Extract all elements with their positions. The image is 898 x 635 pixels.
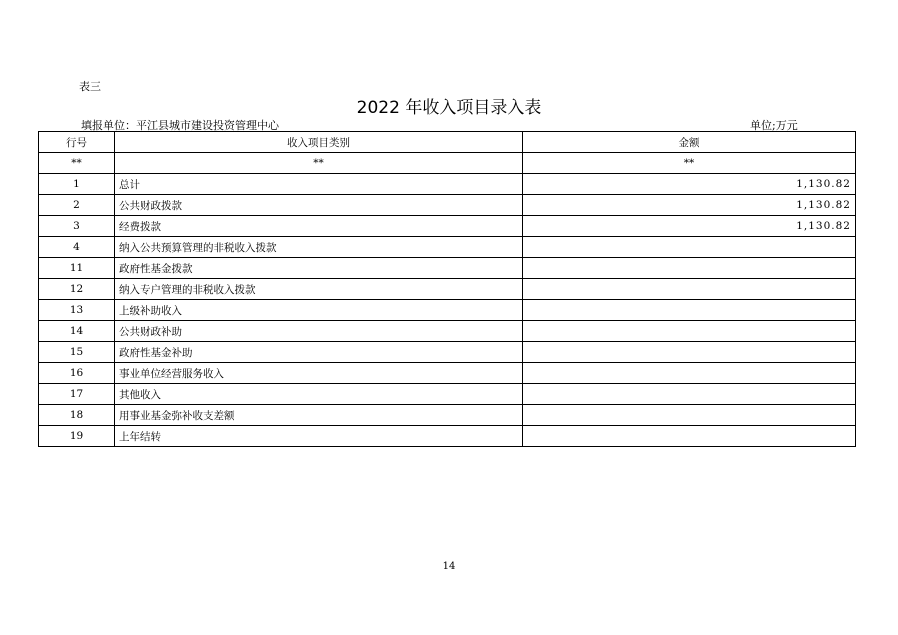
table-row [39, 174, 856, 195]
row-amount [523, 426, 856, 447]
table-row [39, 279, 856, 300]
marker-row [39, 153, 856, 174]
row-number: 14 [39, 321, 115, 342]
row-category: 公共财政拨款 [115, 195, 523, 216]
header-row-number: 行号 [39, 132, 115, 153]
row-category: 公共财政补助 [115, 321, 523, 342]
row-amount [523, 237, 856, 258]
page-title: 2022 年收入项目录入表 [356, 98, 542, 118]
row-amount: 1,130.82 [523, 216, 856, 237]
row-number: 4 [39, 237, 115, 258]
row-number: 2 [39, 195, 115, 216]
table-row [39, 216, 856, 237]
table-row [39, 321, 856, 342]
row-amount [523, 321, 856, 342]
table-row [39, 405, 856, 426]
table-row [39, 384, 856, 405]
row-number: 15 [39, 342, 115, 363]
row-category: 政府性基金补助 [115, 342, 523, 363]
row-amount: 1,130.82 [523, 195, 856, 216]
row-amount [523, 384, 856, 405]
row-category: 其他收入 [115, 384, 523, 405]
row-category: 纳入专户管理的非税收入拨款 [115, 279, 523, 300]
header-amount: 金额 [523, 132, 856, 153]
row-number: 16 [39, 363, 115, 384]
marker-category: ** [115, 153, 523, 174]
header-category: 收入项目类别 [115, 132, 523, 153]
filing-unit: 填报单位：平江县城市建设投资管理中心 [81, 119, 279, 132]
marker-no: ** [39, 153, 115, 174]
row-amount: 1,130.82 [523, 174, 856, 195]
marker-amount: ** [523, 153, 856, 174]
row-amount [523, 258, 856, 279]
row-category: 事业单位经营服务收入 [115, 363, 523, 384]
table-row [39, 426, 856, 447]
table-row [39, 300, 856, 321]
table-row [39, 237, 856, 258]
table-row [39, 363, 856, 384]
row-category: 经费拨款 [115, 216, 523, 237]
row-number: 17 [39, 384, 115, 405]
row-number: 1 [39, 174, 115, 195]
row-category: 上年结转 [115, 426, 523, 447]
row-category: 用事业基金弥补收支差额 [115, 405, 523, 426]
row-category: 纳入公共预算管理的非税收入拨款 [115, 237, 523, 258]
row-number: 13 [39, 300, 115, 321]
row-category: 上级补助收入 [115, 300, 523, 321]
row-number: 19 [39, 426, 115, 447]
table-row [39, 258, 856, 279]
row-category: 总计 [115, 174, 523, 195]
page-number: 14 [442, 561, 456, 572]
row-amount [523, 300, 856, 321]
income-table [38, 131, 856, 447]
row-category: 政府性基金拨款 [115, 258, 523, 279]
header-row [39, 132, 856, 153]
row-number: 3 [39, 216, 115, 237]
row-amount [523, 342, 856, 363]
row-number: 12 [39, 279, 115, 300]
row-number: 11 [39, 258, 115, 279]
row-number: 18 [39, 405, 115, 426]
row-amount [523, 279, 856, 300]
table-row [39, 342, 856, 363]
currency-unit: 单位;万元 [750, 119, 798, 132]
table-label: 表三 [79, 80, 101, 93]
table-row [39, 195, 856, 216]
row-amount [523, 363, 856, 384]
row-amount [523, 405, 856, 426]
